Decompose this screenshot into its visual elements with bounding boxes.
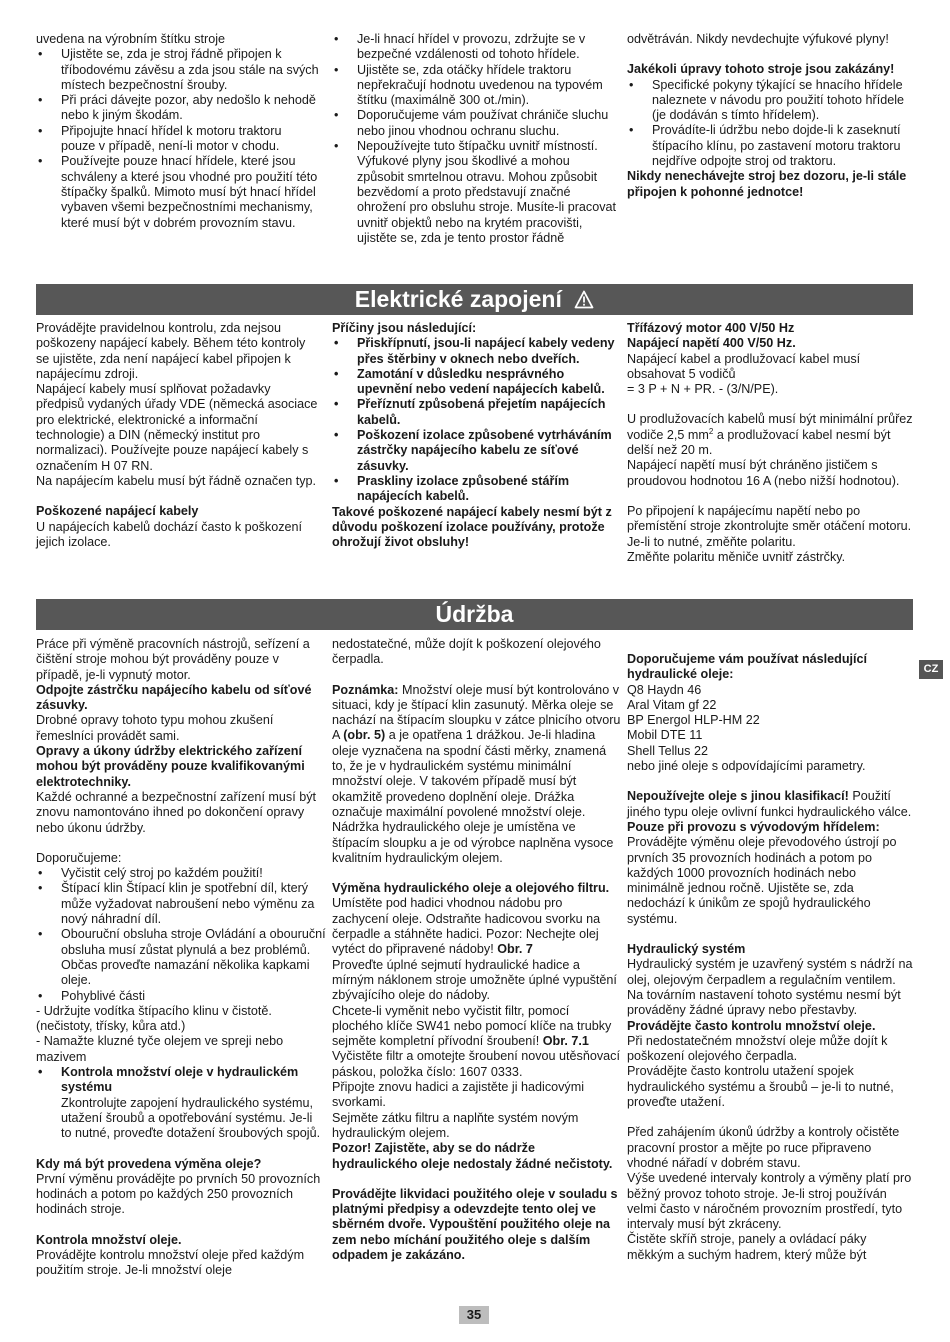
paragraph: Provádějte výměnu oleje převodového ústrojí po prvních 35 provozních hodinách a potom po každých 1000 provozních hodinách nebo minimálně jednou ročně. Ujistěte se, zda nedochází k únikům ze spojů hydraulického systému. [627, 835, 897, 926]
maintenance-column-3 [627, 637, 915, 1263]
bold-run: Obr. 7.1 [542, 1034, 589, 1049]
paragraph: Napájecí kabel a prodlužovací kabel musí obsahovat 5 vodičů [627, 351, 861, 381]
maintenance-section-heading [36, 599, 913, 630]
paragraph: Práce při výměně pracovních nástrojů, seřízení a čištění stroje mohou být prováděny pouze v případě, je-li vypnutý motor. [36, 637, 310, 682]
paragraph: = 3 P + N + PR. - (3/N/PE). [627, 382, 779, 397]
paragraph: Při nedostatečném množství oleje může dojít k poškození olejového čerpadla. [627, 1033, 888, 1064]
bullet-item: • Ujistěte se, zda je stroj řádně připojen k tříbodovému závěsu a zda jsou stále na svých místech bezpečnostní šrouby. [36, 47, 319, 93]
text-run: Použití jiného typu oleje ovlivní funkci hydraulického válce. [627, 789, 912, 819]
paragraph: uvedena na výrobním štítku stroje [36, 32, 226, 46]
top-column-3 [627, 32, 915, 200]
spacer [36, 489, 319, 504]
spacer [627, 927, 915, 942]
spacer [332, 866, 622, 881]
spacer [627, 774, 915, 789]
note-paragraph [332, 683, 622, 867]
bold-paragraph: Výměna hydraulického oleje a olejového filtru. [332, 881, 610, 896]
bold-paragraph: Pouze při provozu s vývodovým hřídelem: [627, 819, 880, 834]
bold-bullet-item: • Poškození izolace způsobené vytrháváním zástrčky napájecího kabelu ze síťové zásuvky. [332, 428, 622, 474]
bold-bullet-item: • Přiskřípnutí, jsou-li napájecí kabely vedeny přes štěrbiny v oknech nebo dveřích. [332, 336, 622, 367]
paragraph: První výměnu provádějte po prvních 50 provozních hodinách a potom po každých 250 provozních hodinách stroje. [36, 1171, 321, 1217]
bold-bullet-item: • Přeříznutí způsobená přejetím napájecích kabelů. [332, 397, 622, 428]
spacer [627, 1110, 915, 1125]
spacer [627, 397, 915, 412]
bullet-item: • Připojujte hnací hřídel k motoru traktoru pouze v případě, není-li motor v chodu. [36, 124, 319, 155]
paragraph: Provádějte často kontrolu utažení spojek hydraulického systému a šroubů – je-li to nutné, proveďte utažení. [627, 1064, 894, 1110]
indented-paragraph: Zkontrolujte zapojení hydraulického systému, utažení šroubů a opotřebování systému. Je-li to nutné, proveďte dotažení šroubových spojů. [61, 1095, 321, 1141]
bold-paragraph: Hydraulický systém [627, 942, 746, 957]
bold-paragraph: Takové poškozené napájecí kabely nesmí být z důvodu poškození izolace používány, protože ohrožují život obsluhy! [332, 504, 612, 550]
spacer [627, 637, 915, 652]
text-run: Chcete-li vyměnit nebo vyčistit filtr, pomocí plochého klíče SW41 nebo pomocí klíče na trubky sejměte kompletní přívodní šroubení! [332, 1003, 612, 1049]
bold-paragraph: Nikdy nenechávejte stroj bez dozoru, je-li stále připojen k pohonné jednotce! [627, 169, 907, 199]
electric-section-heading [36, 284, 913, 315]
paragraph: U napájecích kabelů dochází často k poškození jejich izolace. [36, 519, 303, 549]
paragraph: Drobné opravy tohoto typu mohou zkušení řemeslníci provádět sami. [36, 713, 274, 743]
spacer [36, 1142, 326, 1157]
paragraph: nebo jiné oleje s odpovídajícími parametry. [627, 759, 866, 774]
bold-paragraph: Provádějte často kontrolu množství oleje. [627, 1018, 876, 1033]
maintenance-column-2 [332, 637, 622, 1263]
spacer [332, 1172, 622, 1187]
bullet-item: • Obouruční obsluha stroje Ovládání a obouruční obsluha musí zůstat plynulá a bez problémů. Občas proveďte namazání několika kapkami oleje. [36, 927, 326, 988]
bold-bullet-item: • Kontrola množství oleje v hydraulickém systému [36, 1065, 326, 1096]
paragraph: nedostatečné, může dojít k poškození olejového čerpadla. [332, 637, 601, 667]
paragraph: Q8 Haydn 46 [627, 682, 702, 697]
electric-section-title: Elektrické zapojení [354, 286, 562, 312]
paragraph: Aral Vitam gf 22 [627, 697, 717, 712]
electric-column-3 [627, 321, 915, 565]
bullet-item: • Doporučujeme vám používat chrániče sluchu nebo jinou vhodnou ochranu sluchu. [332, 108, 617, 139]
text-run: U prodlužovacích kabelů musí být minimální průřez vodiče 2,5 mm [627, 412, 913, 442]
text-run: a je opatřena 1 drážkou. Je-li hladina oleje vyznačena na spodní části měrky, znamená to, že je v hydraulickém systému minimální množství oleje. V takovém případě musí být okamžitě provedeno doplnění oleje. Drážka označuje maximální povolené množství oleje. Nádržka hydraulického oleje je umístěna ve štípacím sloupku a je od výrobce naplněna vysoce kvalitním hydraulickým olejem. [332, 728, 614, 865]
bold-paragraph: Pozor! Zajistěte, aby se do nádrže hydraulického oleje nedostaly žádné nečistoty. [332, 1141, 613, 1171]
bullet-item: • Ujistěte se, zda otáčky hřídele traktoru nepřekračují hodnotu uvedenou na typovém štítku (maximálně 300 ot./min). [332, 63, 617, 109]
bold-paragraph: Provádějte likvidaci použitého oleje v souladu s platnými předpisy a odevzdejte tento olej ve sběrném dvoře. Vypouštění použitého oleje na zem nebo míchání použitého oleje s dalším odpadem je zakázáno. [332, 1186, 618, 1262]
top-column-1 [36, 32, 319, 231]
paragraph: Hydraulický systém je uzavřený systém s nádrží na olej, olejovým čerpadlem a regulačním ventilem. [627, 957, 913, 987]
paragraph: odvětráván. Nikdy nevdechujte výfukové plyny! [627, 32, 889, 46]
text-run: a prodlužovací kabel nesmí být delší než 20 m. [627, 427, 891, 458]
language-tab: CZ [919, 660, 943, 679]
bold-bullet-item: • Praskliny izolace způsobené stářím napájecích kabelů. [332, 474, 622, 505]
page-number: 35 [459, 1306, 489, 1324]
bold-paragraph: Kontrola množství oleje. [36, 1232, 182, 1247]
paragraph: Před zahájením úkonů údržby a kontroly očistěte pracovní prostor a mějte po ruce připraveno vhodné nářadí v dobrém stavu. [627, 1125, 900, 1170]
paragraph: Napájecí kabely musí splňovat požadavky předpisů vydaných úřady VDE (německá asociace pro elektrické, elektronické a informační technologie) a DIN (německý institut pro normalizaci). Používejte pouze napájecí kabely s označením H 07 RN. [36, 382, 318, 473]
bullet-item: • Specifické pokyny týkající se hnacího hřídele naleznete v návodu pro použití tohoto hřídele (je dodáván s tímto hřídelem). [627, 78, 915, 124]
superscript: 2 [708, 426, 714, 436]
bold-paragraph: Příčiny jsou následující: [332, 321, 477, 335]
bullet-item: • Nepoužívejte tuto štípačku uvnitř místností. Výfukové plyny jsou škodlivé a mohou způsobit smrtelnou otravu. Mohou způsobit bezvědomí a proto představují značné ohrožení pro obsluhu stroje. Musíte-li pracovat uvnitř objektů nebo na krytém pracovišti, ujistěte se, zda je tento prostor řádně [332, 139, 617, 246]
bold-bullet-item: • Zamotání v důsledku nesprávného upevnění nebo vedení napájecích kabelů. [332, 367, 622, 398]
paragraph: Výše uvedené intervaly kontroly a výměny platí pro běžný provoz tohoto stroje. Je-li stroj používán velmi často v náročném provozním prostředí, tyto intervaly musí být zkráceny. [627, 1171, 912, 1232]
bullet-item: • Je-li hnací hřídel v provozu, zdržujte se v bezpečné vzdálenosti od tohoto hřídele. [332, 32, 617, 63]
bullet-item: • Při práci dávejte pozor, aby nedošlo k nehodě nebo k jiným škodám. [36, 93, 319, 124]
bold-run: Poznámka: [332, 682, 399, 697]
bold-run: Obr. 7 [497, 942, 533, 957]
spacer [627, 47, 915, 62]
paragraph: BP Energol HLP-HM 22 [627, 713, 760, 728]
paragraph: Čistěte skříň stroje, panely a ovládací páky měkkým a suchým hadrem, který může být [627, 1232, 867, 1262]
electric-column-1 [36, 321, 319, 550]
warning-triangle-icon [574, 286, 594, 317]
bold-paragraph: Kdy má být provedena výměna oleje? [36, 1156, 262, 1171]
spacer [627, 489, 915, 504]
spacer [36, 836, 326, 851]
text-run: Umístěte pod hadici vhodnou nádobu pro zachycení oleje. Odstraňte hadicovou svorku na čerpadle a stáhněte hadici. Pozor: Nechejte olej vytéct do připravené nádoby! [332, 896, 601, 957]
paragraph: Sejměte zátku filtru a naplňte systém novým hydraulickým olejem. [332, 1110, 579, 1140]
paragraph: Změňte polaritu měniče uvnitř zástrčky. [627, 549, 846, 564]
paragraph: Napájecí napětí musí být chráněno jističem s proudovou hodnotou 16 A (nebo nižší hodnotou). [627, 458, 900, 488]
paragraph: Mobil DTE 11 [627, 728, 703, 743]
paragraph: Shell Tellus 22 [627, 743, 708, 758]
text-run: Množství oleje musí být kontrolováno v situaci, kdy je štípací klin zasunutý. Měrka oleje se nachází na štípacím sloupku v zátce plnicího otvoru A [332, 682, 621, 743]
bold-paragraph: Opravy a úkony údržby elektrického zařízení mohou být prováděny pouze kvalifikovanými elektrotechniky. [36, 744, 305, 789]
bold-paragraph: Doporučujeme vám používat následující hydraulické oleje: [627, 652, 868, 682]
spacer [36, 1218, 326, 1233]
paragraph-with-figure-ref [332, 896, 622, 957]
paragraph: Po připojení k napájecímu napětí nebo po přemístění stroje zkontrolujte směr otáčení motoru. Je-li to nutné, změňte polaritu. [627, 503, 912, 549]
maintenance-column-1 [36, 637, 326, 1279]
bold-run: Nepoužívejte oleje s jinou klasifikací! [627, 789, 849, 804]
paragraph: Na napájecím kabelu musí být řádně označen typ. [36, 473, 317, 488]
bold-paragraph: Odpojte zástrčku napájecího kabelu od síťové zásuvky. [36, 682, 312, 713]
bullet-item: • Štípací klin Štípací klin je spotřební díl, který může vyžadovat nabroušení nebo výměnu za nový náhradní díl. [36, 881, 326, 927]
bullet-item: • Provádíte-li údržbu nebo dojde-li k zaseknutí štípacího klínu, po zastavení motoru traktoru nejdříve odpojte stroj od traktoru. [627, 123, 915, 169]
bold-paragraph: Poškozené napájecí kabely [36, 504, 199, 519]
bold-paragraph: Třífázový motor 400 V/50 Hz [627, 321, 795, 335]
paragraph: - Namažte kluzné tyče olejem ve spreji nebo mazivem [36, 1034, 284, 1064]
bullet-item: • Pohyblivé části [36, 989, 326, 1004]
paragraph: Každé ochranné a bezpečnostní zařízení musí být znovu namontováno ihned po dokončení opravy nebo úkonu údržby. [36, 789, 317, 835]
paragraph-with-bold-lead [627, 789, 915, 820]
bullet-item: • Vyčistit celý stroj po každém použití! [36, 866, 326, 881]
paragraph: Doporučujeme: [36, 850, 122, 865]
paragraph: Provádějte pravidelnou kontrolu, zda nejsou poškozeny napájecí kabely. Během této kontroly se ujistěte, zda není napájecí kabel připojen k napájecímu zdroji. [36, 321, 306, 381]
spacer [332, 668, 622, 683]
electric-column-2 [332, 321, 622, 550]
top-column-2 [332, 32, 617, 246]
paragraph: Proveďte úplné sejmutí hydraulické hadice a mírným náklonem stroje umožněte úplné vypuštění zbývajícího oleje do nádoby. [332, 957, 617, 1003]
bold-paragraph: Napájecí napětí 400 V/50 Hz. [627, 336, 796, 351]
paragraph-with-figure-ref [332, 1004, 622, 1050]
wire-gauge-paragraph [627, 412, 915, 458]
bold-run: (obr. 5) [343, 728, 386, 743]
paragraph: Na továrním nastavení tohoto systému nesmí být prováděny žádné úpravy nebo přestavby. [627, 987, 901, 1018]
paragraph: Vyčistěte filtr a omotejte šroubení novou utěsňovací páskou, položka číslo: 1607 0333. [332, 1049, 620, 1079]
bold-paragraph: Jakékoli úpravy tohoto stroje jsou zakázány! [627, 62, 895, 77]
bullet-item: • Používejte pouze hnací hřídele, které jsou schváleny a které jsou vhodné pro použití této štípačky špalků. Mimoto musí být hnací hřídel vybaven všemi bezpečnostními mechanismy, které musí být v dobrém provozním stavu. [36, 154, 319, 230]
paragraph: - Udržujte vodítka štípacího klinu v čistotě. (nečistoty, třísky, kůra atd.) [36, 1003, 272, 1034]
maintenance-section-title: Údržba [435, 601, 514, 627]
paragraph: Připojte znovu hadici a zajistěte ji hadicovými svorkami. [332, 1080, 584, 1110]
paragraph: Provádějte kontrolu množství oleje před každým použitím stroje. Je-li množství oleje [36, 1247, 305, 1278]
